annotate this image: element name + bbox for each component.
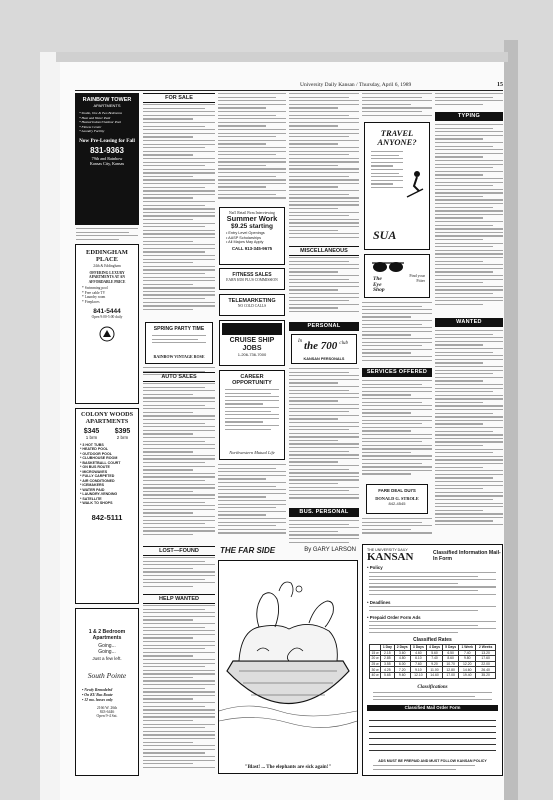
sp-hours: Open 9-4 Sat. — [96, 714, 118, 718]
eddingham-title: EDDINGHAM PLACE — [86, 249, 128, 263]
far-side-caption: "Blast! ... The elephants are sick again!" — [244, 765, 332, 770]
page-header: University Daily Kansan / Thursday, April 6, 1989 15 — [300, 82, 503, 88]
section-auto-sales: AUTO SALES — [143, 372, 215, 382]
rates-cell: 9.60 — [394, 672, 410, 678]
700-line3: club — [339, 341, 348, 346]
summer-price: $9.25 starting — [231, 223, 273, 230]
classified-deadlines: • Deadlines — [367, 600, 391, 605]
telemarketing-line: NO COLD CALLS — [237, 304, 267, 308]
fitness-line: EARN $350 PLUS COMMISSION — [226, 278, 278, 282]
section-miscellaneous: MISCELLANEOUS — [289, 246, 359, 256]
cruise-line1: CRUISE SHIP — [229, 337, 275, 344]
eye-shop-line1: The — [373, 276, 382, 282]
cruise-line2: JOBS — [242, 344, 262, 352]
colony-woods-ad — [75, 408, 139, 604]
personal-listings — [289, 368, 359, 506]
header-date: Thursday, April 6, 1989 — [358, 82, 412, 88]
summer-line1: Nat'l Retail Firm Interviewing — [229, 211, 275, 215]
rates-cell: 14.60 — [426, 672, 442, 678]
sp-bullet: • On KU Bus Route — [82, 693, 113, 697]
sp-line1: 1 & 2 Bedroom — [88, 629, 126, 635]
typing-listings — [435, 124, 503, 314]
700-line1: In — [298, 339, 303, 344]
rainbow-tower-ad — [75, 93, 139, 225]
eddingham-item: * Swimming pool — [82, 286, 108, 291]
lost-found-listings — [143, 557, 215, 593]
rates-row — [370, 672, 496, 678]
rates-cell: 17.00 — [443, 672, 459, 678]
fitness-sales-ad — [219, 268, 285, 290]
summer-line2: Summer Work — [226, 214, 278, 223]
rainbow-promo: Now Pre-Leasing for Fall — [79, 137, 135, 144]
rates-cell: 19.40 — [459, 672, 476, 678]
rates-cell: 7.60 — [410, 661, 426, 667]
rates-cell: 6.50 — [443, 650, 459, 656]
rates-cell: 2.85 — [381, 656, 395, 662]
auto-sales-listings — [143, 383, 215, 543]
page-number: 15 — [497, 82, 503, 88]
rates-cell: 9.10 — [410, 667, 426, 673]
eddingham-offer: OFFERING LUXURY APARTMENTS AT AN AFFORDABLE PRICE — [88, 271, 126, 284]
colony-item: * CLUBHOUSE ROOM — [80, 456, 118, 461]
for-sale-listings — [143, 104, 215, 320]
spring-party-title: SPRING PARTY TIME — [153, 326, 205, 332]
section-typing: TYPING — [435, 112, 503, 121]
classified-footer: ADS MUST BE PREPAID AND MUST FOLLOW KANSAN POLICY — [378, 759, 487, 763]
rates-cell: 35.20 — [476, 672, 496, 678]
section-for-sale: FOR SALE — [143, 93, 215, 103]
cruise-phone: 1-206-736-7000 — [237, 352, 267, 357]
colony-price-2br: $395 — [114, 427, 131, 435]
eddingham-item: * Laundry room — [82, 295, 106, 300]
rainbow-item: * Studio, One & Two Bedrooms — [79, 111, 122, 115]
fare-deal-ad — [366, 484, 428, 514]
bus-personal-listings — [289, 520, 359, 546]
sunglasses-icon — [371, 260, 405, 274]
colony-unit-1br: 1 brm — [85, 434, 98, 440]
classified-policy: • Policy — [367, 565, 383, 570]
rates-header-cell: 3 Days — [410, 645, 426, 651]
bottom-margin — [218, 778, 503, 788]
rates-cell: 10.70 — [443, 661, 459, 667]
fare-deal-name: DONALD G. STROLE — [375, 496, 419, 501]
misc-listings — [289, 257, 359, 317]
far-side-title: THE FAR SIDE — [220, 546, 276, 555]
rainbow-item: * Laundry Facility — [79, 129, 105, 134]
rates-cell: 8.60 — [443, 656, 459, 662]
travel-brand: SUA — [373, 228, 397, 242]
ark-cartoon-icon — [219, 561, 357, 757]
rates-cell: 40 w — [371, 673, 379, 678]
colony-unit-2br: 2 brm — [116, 434, 129, 440]
eddingham-ad — [75, 244, 139, 404]
rates-cell: 5.65 — [381, 672, 395, 678]
colony-item: * ICEMAKERS — [80, 483, 104, 488]
summer-bullet: • All Majors May Apply — [226, 240, 264, 245]
career-opportunity-ad — [219, 370, 285, 460]
sp-line4: Going... — [98, 649, 116, 655]
colony-item: * SATELLITE — [80, 496, 102, 501]
far-side-author: By GARY LARSON — [304, 547, 356, 553]
rates-cell: 7.40 — [426, 656, 442, 662]
order-form-lines — [369, 715, 496, 755]
colony-item: * MICROWAVES — [80, 469, 108, 474]
rates-cell: 5.60 — [426, 650, 442, 656]
rates-header-cell: 5 Days — [443, 645, 459, 651]
sp-line2: Apartments — [92, 635, 122, 641]
rates-cell: 14.60 — [459, 667, 476, 673]
travel-anyone-ad — [364, 122, 430, 250]
rainbow-item: * Heat and Water Paid — [79, 115, 111, 120]
eddingham-item: * Fireplaces — [82, 300, 100, 304]
rates-header-cell: 2 Weeks — [476, 645, 496, 651]
700-line2: the 700 — [304, 340, 338, 352]
colony-item: * 3 HOT TUBS — [80, 442, 104, 447]
summer-work-ad — [219, 207, 285, 265]
rates-cell: 30 w — [371, 667, 379, 672]
skier-icon — [403, 169, 425, 199]
rainbow-item: * Fitness Center — [79, 124, 102, 129]
rates-header-cell: 1 Day — [381, 645, 395, 651]
rates-cell: 3.55 — [381, 661, 395, 667]
eddingham-phone: 841-5444 — [93, 307, 121, 315]
rates-cell: 12.20 — [459, 661, 476, 667]
classified-rates-title: Classified Rates — [413, 637, 452, 643]
eddingham-item: * Free cable TV — [82, 290, 106, 295]
rainbow-city: Kansas City, Kansas — [89, 160, 125, 166]
eddingham-subtitle: 24th & Eddingham — [93, 264, 121, 268]
spring-party-ad — [145, 322, 213, 364]
rates-cell: 4.80 — [394, 656, 410, 662]
rates-cell: 11.00 — [426, 667, 442, 673]
career-title: CAREER OPPORTUNITY — [232, 374, 272, 387]
rates-header-cell: 2 Days — [394, 645, 410, 651]
classified-order-form: Classified Mail Order Form — [367, 705, 498, 711]
column4-listings — [289, 93, 359, 243]
rates-cell: 15 w — [371, 650, 379, 655]
classified-title: Classified Information Mail-In Form — [433, 550, 501, 562]
rates-cell: 26.40 — [476, 667, 496, 673]
rates-cell: 4.25 — [381, 667, 395, 673]
rates-cell: 9.20 — [426, 661, 442, 667]
filler-text — [76, 228, 138, 242]
rainbow-title: RAINBOW TOWER — [82, 97, 132, 103]
rates-table-wrap — [369, 644, 496, 679]
eye-shop-line4: Find your — [409, 273, 425, 278]
rates-cell: 6.00 — [394, 661, 410, 667]
classified-university: THE UNIVERSITY DAILY — [367, 548, 408, 552]
sp-line5: Just a few left. — [92, 656, 122, 661]
section-personal: PERSONAL — [289, 322, 359, 331]
colony-title: COLONY WOODS APARTMENTS — [80, 411, 134, 425]
rates-header-cell: 4 Days — [426, 645, 442, 651]
column3-listings-lower — [218, 464, 286, 538]
colony-item: * BASKETBALL COURT — [80, 460, 121, 465]
rates-cell: 6.10 — [410, 656, 426, 662]
rates-cell: 9.80 — [459, 656, 476, 662]
section-services-offered: SERVICES OFFERED — [362, 368, 432, 377]
column6-listings-top — [435, 93, 503, 109]
700-sub: KANSAN PERSONALS — [303, 357, 345, 361]
section-wanted: WANTED — [435, 318, 503, 327]
cruise-banner — [222, 323, 282, 335]
classified-prepaid: • Prepaid Order Form Ads — [367, 615, 421, 620]
header-rule — [75, 90, 503, 91]
eddingham-hours: Open 9:00-5:00 daily — [91, 314, 123, 319]
telemarketing-ad — [219, 294, 285, 316]
rates-cell: 22.00 — [476, 661, 496, 667]
eye-shop-line5: Fitter — [416, 278, 425, 283]
rates-cell: 17.60 — [476, 656, 496, 662]
eye-shop-ad — [364, 254, 430, 298]
rainbow-phone: 831-9363 — [90, 145, 124, 155]
colony-item: * HEATED POOL — [80, 447, 109, 452]
classified-masthead: KANSAN — [367, 551, 414, 563]
rates-cell: 12.10 — [410, 672, 426, 678]
rates-cell: 4.60 — [410, 650, 426, 656]
rates-cell: 7.40 — [459, 650, 476, 656]
fare-deal-phone: 842-4545 — [388, 501, 406, 506]
far-side-header — [218, 544, 358, 558]
sp-phone: 843-6446 — [99, 710, 115, 714]
summer-bullet: • AASP Scholarships — [226, 235, 262, 240]
far-side-cartoon — [218, 560, 358, 774]
column5-listings-lower — [362, 518, 432, 538]
eye-shop-line3: Shop — [373, 287, 385, 293]
wanted-listings — [435, 330, 503, 538]
rates-cell: 13.20 — [476, 650, 496, 656]
eye-shop-line2: Eye — [373, 281, 382, 288]
telemarketing-title: TELEMARKETING — [228, 298, 276, 304]
column5-listings-mid — [362, 302, 432, 364]
sp-bullet: • Newly Remodeled — [82, 688, 113, 692]
seven-hundred-club-ad — [291, 334, 357, 364]
rates-table — [369, 644, 496, 679]
colony-item: * OUTDOOR POOL — [80, 451, 112, 456]
rates-cell: 3.60 — [394, 650, 410, 656]
career-company: Northwestern Mutual Life — [229, 450, 275, 455]
page-top-shadow — [56, 52, 508, 62]
sp-logo: South Pointe — [87, 671, 127, 680]
sp-bullet: • 12 mo. leases only — [82, 698, 113, 702]
rainbow-item: * Heated Indoor/Outdoor Pool — [79, 120, 122, 125]
colony-item: * WATER PAID — [80, 487, 105, 492]
rates-cell: 20 w — [371, 656, 379, 661]
colony-item: * ON BUS ROUTE — [80, 465, 110, 470]
rates-cell: 7.20 — [394, 667, 410, 673]
fare-deal-line1: FARE DEAL DUI'S — [378, 488, 416, 493]
rainbow-address: 79th and Rainbow — [91, 155, 123, 161]
colony-item: * WALK TO SHOPS — [80, 501, 113, 506]
spring-party-name: RAINBOW VINTAGE ROSE — [153, 354, 205, 359]
cruise-ship-ad — [219, 320, 285, 366]
travel-title: TRAVEL ANYONE? — [377, 128, 417, 147]
column3-listings — [218, 93, 286, 203]
services-listings — [362, 380, 432, 480]
sp-line3: Going... — [98, 643, 116, 649]
colony-phone: 842-5111 — [91, 512, 123, 522]
sp-address: 2166 W. 26th — [96, 706, 118, 710]
classified-info-box — [362, 544, 503, 776]
rainbow-subtitle: APARTMENTS — [93, 103, 121, 108]
colony-price-1br: $345 — [83, 427, 100, 435]
rates-cell: 2.15 — [381, 650, 395, 656]
colony-item: * AIR CONDITIONED — [80, 478, 115, 483]
section-help-wanted: HELP WANTED — [143, 594, 215, 604]
section-bus-personal: BUS. PERSONAL — [289, 508, 359, 517]
summer-phone: CALL 913-345-9675 — [231, 245, 273, 251]
colony-item: * FULLY CARPETED — [80, 474, 115, 479]
help-wanted-listings — [143, 605, 215, 775]
rates-header-cell: 1 Week — [459, 645, 476, 651]
summer-bullet: • Entry Level Openings — [226, 231, 265, 235]
eddingham-logo-icon — [97, 325, 117, 343]
colony-item: * LAUNDRY-VENDING — [80, 492, 118, 497]
south-pointe-ad — [75, 608, 139, 776]
classified-classifications: Classifications — [417, 685, 448, 690]
microfilm-edge — [504, 40, 518, 800]
section-lost-found: LOST—FOUND — [143, 546, 215, 556]
header-paper-name: University Daily Kansan — [300, 82, 355, 88]
fitness-title: FITNESS SALES — [232, 272, 272, 278]
rates-cell: 25 w — [371, 662, 379, 667]
column5-listings — [362, 93, 432, 119]
rates-cell: 12.80 — [443, 667, 459, 673]
